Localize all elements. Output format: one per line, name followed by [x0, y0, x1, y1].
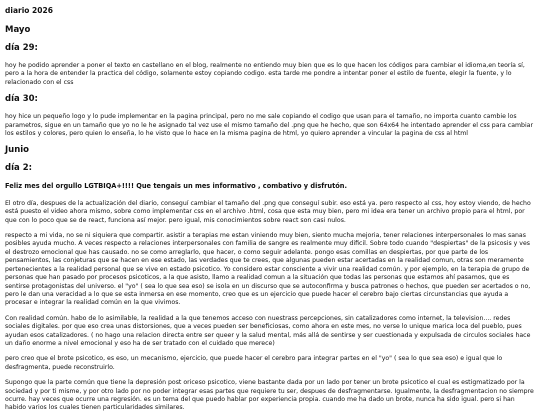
entry-paragraph: pero creo que el brote psicotico, es eso, un mecanismo, ejercicio, que puede hacer el cerebro para integrar partes en el "yo" ( sea lo que sea eso) e igual que lo desfragmenta, puede reconstruirlo.: [5, 355, 503, 371]
entry-paragraph: Con realidad común. habo de lo asimilable, la realidad a la que tenemos acceso con nuestrass percepciones, sin catalizadores como internet, la television.... redes sociales digitales. por que eso crea unas distorsiones, que a veces pueden ser beneficiosas, como ahora en este mes, no verse lo unique marica loca del pueblo, pues ayudan esos catalizadores. ( no hago una relacion directa entre ser queer y la salud mental, más allá de sentirse y ser cuestionada y expulsada de circulos sociales hace un daño enorme a nivel emocional y eso ha de ser tratado con el cuidado que merece): [5, 314, 531, 347]
entry-paragraph: El otro día, despues de la actualización del diario, conseguí cambiar el tamaño del .png que conseguí subir. eso está ya. pero respecto al css, hoy estoy viendo, de hecho está puesto el video ahora mismo, sobre como implementar css en el archivo .html, cosa que esta muy bien, pero mi idea era tener un archivo propio para el html, por que con lo poco que se de react, funciona así mejor. pero igual, mis conocimientos sobre react son casi nulos.: [5, 199, 531, 224]
month-heading-junio: Junio: [5, 145, 30, 156]
entry-day-heading: día 29:: [5, 43, 38, 53]
entry-lead: Feliz mes del orgullo LGTBIQA+!!!! Que tengais un mes informativo , combativo y disfrutón.: [5, 182, 347, 191]
entry-day-heading: día 30:: [5, 94, 38, 105]
entry-paragraph: hoy hice un pequeño logo y lo pude implementar en la pagina principal, pero no me sale copiando el codigo que usan para el tamaño, no importa cuanto cambie los parametros, sigue en un tamaño que yo no le he asignado tal vez use el mismo tamaño del .png que he hecho, que son 64x64 he intentado aprender el css para cambiar los estilos y colores, pero quien lo enseña, lo he visto que lo hace en la misma pagina de html, yo quiero aprender a vincular la pagina de css al html: [5, 113, 533, 138]
site-title: diario 2026: [5, 6, 53, 15]
entry-paragraph: respecto a mi vida, no se ni siquiera que compartir. asistir a terapias me estan viniendo muy bien, siento mucha mejoria, tener relaciones interpersonales lo mas sanas posibles ayuda mucho. A veces respecto a relaciones interpersonales con familia de sangre es realmente muy dificil. Sobre todo cuando "despiertas" de la psicosis y ves el destrozo emocional que has causado. no se como arreglarlo, que hacer, o como seguir adelante. pongo esas comillas en despiertas, por que parte de los pensamientos, las conjeturas que se hacen en ese estado, las verdades que te crees, que algunas pueden estar acertadas en la realidad comun, otras son meramente pertenecientes a la realidad personal que se vive en estado psicotico. Yo considero estar consciente a vivir una realidad común. y por ejemplo, en la terapia de grupo de personas que han pasado por procesos psicoticos, a la que asisto, llamo a realidad comun a la situación que todas las personas que estamos ahí pasamos, que es sentirse protagonistas del universo. el "yo" ( sea lo que sea eso) se isola en un discurso que se autoconfirma y busca patrones o hechos, que pueden ser acertados o no, pero le dan una veracidad a lo que se esta inmersa en ese momento, creo que es un ejercicio que puede hacer el cerebro bajo ciertas circunstancias que ayuda a procesar e integrar la realidad común en la que vivimos.: [5, 232, 531, 307]
entry-day-heading: día 2:: [5, 163, 33, 174]
entry-paragraph: hoy he podido aprender a poner el texto en castellano en el blog, realmente no entiendo muy bien que es lo que hacen los códigos para cambiar el idioma,en teoría sí, pero a la hora de entender la practica del código, solamente estoy copiando codigo. esta tarde me pondre a intentar poner el estilo de fuente, elegir la fuente, y lo relacionado con el css: [5, 62, 525, 86]
month-heading-mayo: Mayo: [5, 25, 31, 35]
entry-paragraph: Supongo que la parte común que tiene la depresión post oriceso psicotico, viene bastante dada por un lado por tener un brote psicotico el cual es estigmatizado por la sociedad y por ti misme, y por otro lado por no poder integrar esas partes que requiere tu ser, despues de desfragmentarse. Igualmente, la desfragmentacion no siempre ocurre. hay veces que ocurre una regresión. es un tema del que puedo hablar por experiencia propia. cuando me ha dado un brote, nunca ha sido igual. pero si han habido varios los cuales tienen particularidades similares.: [5, 379, 534, 412]
